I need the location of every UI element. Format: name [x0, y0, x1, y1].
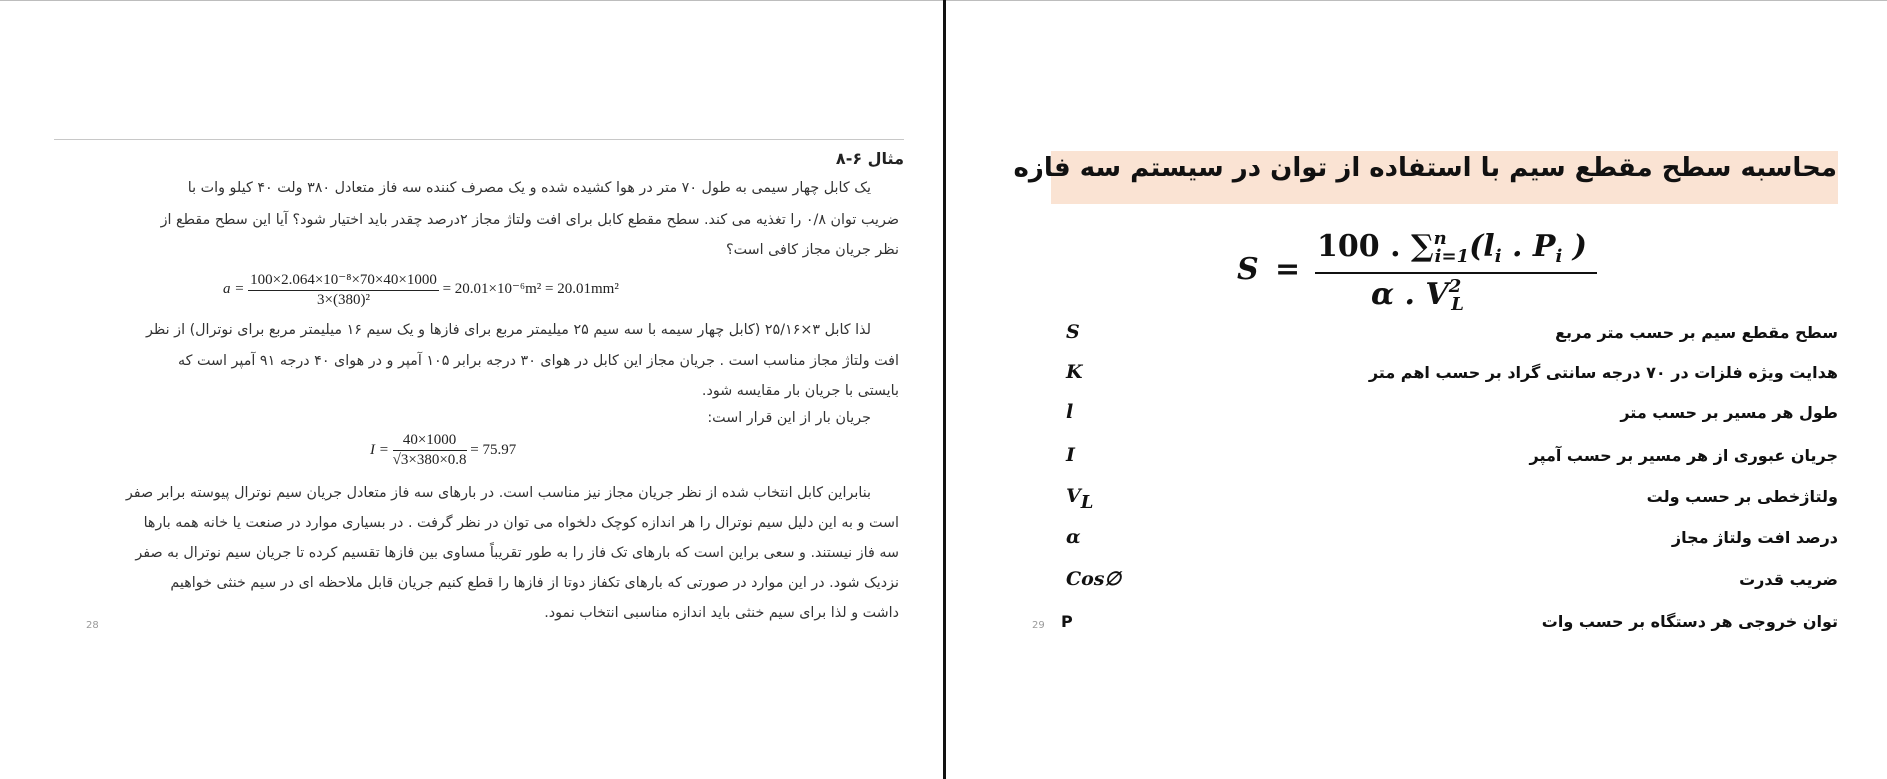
equation-cross-section	[223, 270, 619, 309]
legend-description: طول هر مسیر بر حسب متر	[1620, 403, 1838, 422]
formula-numerator: 100 . $\sum^n_{i=1}(l_i$ . $P_i$ )	[1317, 228, 1587, 267]
legend-symbol: Cos∅	[1066, 568, 1122, 590]
equation-lhs: I =	[370, 441, 389, 458]
equation-result: = 75.97	[470, 441, 517, 458]
paragraph-line: نظر جریان مجاز کافی است؟	[726, 242, 899, 258]
equation-fraction	[248, 270, 439, 309]
paragraph-line: سه فاز نیستند. و سعی براین است که بارهای تک فاز را به طور تقریباً مساوی بین فازها تقسیم کرده تا جریان سیم نوترال به صفر	[135, 545, 899, 561]
legend-description: جریان عبوری از هر مسیر بر حسب آمپر	[1529, 446, 1838, 465]
legend-symbol: I	[1066, 444, 1075, 466]
legend-symbol: P	[1061, 612, 1073, 631]
paragraph-line: جریان بار از این قرار است:	[707, 410, 871, 426]
legend-description: توان خروجی هر دستگاه بر حسب وات	[1541, 612, 1838, 631]
legend-symbol: VL	[1066, 485, 1094, 513]
legend-row-k	[1051, 361, 1838, 391]
equation-fraction	[393, 432, 467, 469]
header-rule	[54, 139, 904, 140]
equation-numerator: 100×2.064×10⁻⁸×70×40×1000	[248, 270, 439, 291]
equation-numerator: 40×1000	[393, 432, 467, 451]
equation-denominator: 3×(380)²	[317, 292, 370, 308]
formula-equals: =	[1275, 252, 1301, 287]
legend-row-l	[1051, 401, 1838, 431]
equation-denominator: √3×380×0.8	[392, 452, 467, 468]
legend-description: هدایت ویژه فلزات در ۷۰ درجه سانتی گراد بر حسب اهم متر	[1368, 363, 1838, 382]
paragraph-line: لذا کابل ۳×۲۵/۱۶ (کابل چهار سیمه با سه سیم ۲۵ میلیمتر مربع برای فازها و یک سیم ۱۶ میلیمتر مربع برای نوترال) از نظر	[146, 322, 871, 338]
legend-description: ضریب قدرت	[1739, 570, 1838, 589]
paragraph-line: افت ولتاژ مجاز مناسب است . جریان مجاز این کابل در هوای ۳۰ درجه برابر ۱۰۵ آمپر و در هوای ۴۰ درجه ۹۱ آمپر است که	[177, 353, 899, 369]
legend-row-alpha	[1051, 526, 1838, 556]
page-title: محاسبه سطح مقطع سیم با استفاده از توان در سیستم سه فازه	[1013, 153, 1837, 183]
formula-denominator: α . $V^2_L$	[1371, 276, 1464, 315]
paragraph-line: داشت و لذا برای سیم خنثی باید اندازه مناسبی انتخاب نمود.	[544, 605, 899, 621]
page-divider	[943, 0, 946, 779]
legend-description: سطح مقطع سیم بر حسب متر مربع	[1555, 323, 1838, 342]
paragraph-line: نزدیک شود. در این موارد در صورتی که بارهای تکفاز دوتا از فازها را قطع کنیم جریان قابل ملاحظه ای در سیم خنثی خواهیم	[170, 575, 899, 591]
example-title: مثال ۶-۸	[835, 149, 904, 168]
legend-symbol: l	[1066, 401, 1074, 423]
legend-row-cos	[1051, 568, 1838, 598]
paragraph-line: ضریب توان ۰/۸ را تغذیه می کند. سطح مقطع کابل برای افت ولتاژ مجاز ۲درصد چقدر باید اختیار شود؟ آیا این سطح مقطع از	[160, 212, 899, 228]
page-number: 29	[1032, 620, 1045, 631]
legend-description: ولتاژخطی بر حسب ولت	[1646, 487, 1838, 506]
equation-lhs: a =	[223, 280, 245, 297]
legend-row-vl	[1051, 485, 1838, 515]
paragraph-line: است و به این دلیل سیم نوترال را هر اندازه کوچک دلخواه می توان در نظر گرفت . در بسیاری موارد در صنعت یا خانه همه بارها	[143, 515, 899, 531]
legend-row-s	[1051, 321, 1838, 351]
legend-row-i	[1051, 444, 1838, 474]
legend-row-p	[1051, 610, 1838, 640]
paragraph-line: یک کابل چهار سیمی به طول ۷۰ متر در هوا کشیده شده و یک مصرف کننده سه فاز متعادل ۳۸۰ ولت ۴۰ کیلو وات با	[187, 180, 871, 196]
formula-lhs: S	[1237, 252, 1259, 287]
paragraph-line: بایستی با جریان بار مقایسه شود.	[701, 383, 899, 399]
legend-symbol: S	[1066, 321, 1080, 343]
legend-symbol: K	[1066, 361, 1083, 383]
equation-result: = 20.01×10⁻⁶m² = 20.01mm²	[442, 280, 619, 297]
legend-symbol: α	[1066, 526, 1081, 548]
page-number: 28	[86, 620, 99, 631]
formula-fraction-bar	[1315, 272, 1597, 274]
legend-description: درصد افت ولتاژ مجاز	[1671, 528, 1838, 547]
paragraph-line: بنابراین کابل انتخاب شده از نظر جریان مجاز نیز مناسب است. در بارهای سه فاز متعادل جریان سیم نوترال پیوسته برابر صفر	[125, 485, 871, 501]
equation-load-current	[370, 432, 516, 469]
